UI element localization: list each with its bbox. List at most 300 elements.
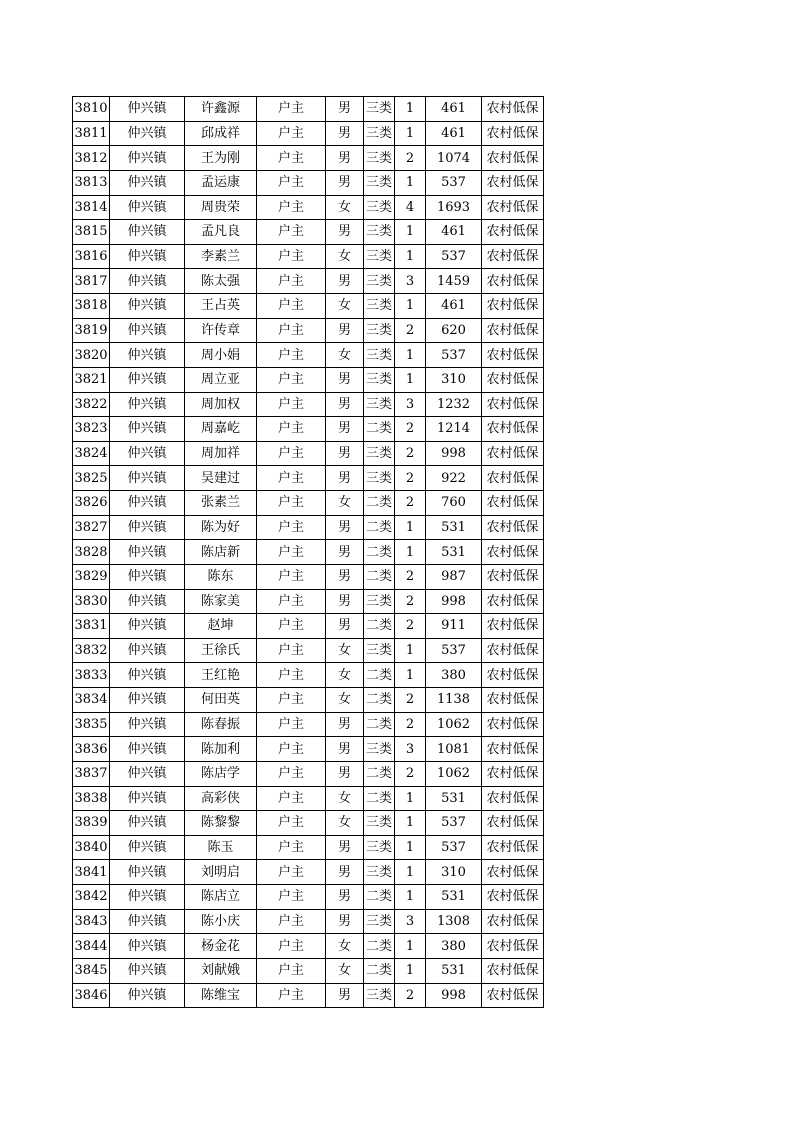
town-cell: 仲兴镇	[110, 909, 185, 934]
town-cell: 仲兴镇	[110, 195, 185, 220]
amount-cell: 310	[426, 367, 482, 392]
table-row	[73, 786, 544, 811]
amount-cell: 1074	[426, 146, 482, 171]
table-row	[73, 688, 544, 713]
category-cell: 三类	[364, 737, 395, 762]
record-number-cell: 3844	[73, 934, 110, 959]
household-size-cell: 2	[395, 761, 426, 786]
gender-cell: 女	[326, 244, 364, 269]
amount-cell: 1062	[426, 761, 482, 786]
relation-cell: 户主	[257, 909, 326, 934]
relation-cell: 户主	[257, 417, 326, 442]
program-cell: 农村低保	[482, 466, 544, 491]
relation-cell: 户主	[257, 195, 326, 220]
household-size-cell: 1	[395, 121, 426, 146]
relation-cell: 户主	[257, 97, 326, 122]
name-cell: 杨金花	[185, 934, 257, 959]
category-cell: 二类	[364, 663, 395, 688]
category-cell: 二类	[364, 491, 395, 516]
household-size-cell: 3	[395, 909, 426, 934]
name-cell: 李素兰	[185, 244, 257, 269]
town-cell: 仲兴镇	[110, 491, 185, 516]
gender-cell: 男	[326, 392, 364, 417]
category-cell: 三类	[364, 343, 395, 368]
household-size-cell: 1	[395, 663, 426, 688]
town-cell: 仲兴镇	[110, 392, 185, 417]
household-size-cell: 1	[395, 170, 426, 195]
amount-cell: 998	[426, 589, 482, 614]
roster-body	[73, 97, 544, 1008]
town-cell: 仲兴镇	[110, 97, 185, 122]
table-row	[73, 220, 544, 245]
table-row	[73, 367, 544, 392]
record-number-cell: 3822	[73, 392, 110, 417]
roster-table	[72, 96, 544, 1008]
gender-cell: 男	[326, 367, 364, 392]
program-cell: 农村低保	[482, 761, 544, 786]
record-number-cell: 3834	[73, 688, 110, 713]
name-cell: 邱成祥	[185, 121, 257, 146]
record-number-cell: 3840	[73, 835, 110, 860]
gender-cell: 男	[326, 909, 364, 934]
gender-cell: 男	[326, 983, 364, 1008]
record-number-cell: 3812	[73, 146, 110, 171]
household-size-cell: 1	[395, 958, 426, 983]
category-cell: 三类	[364, 441, 395, 466]
household-size-cell: 1	[395, 515, 426, 540]
gender-cell: 男	[326, 614, 364, 639]
amount-cell: 531	[426, 958, 482, 983]
table-row	[73, 983, 544, 1008]
relation-cell: 户主	[257, 392, 326, 417]
town-cell: 仲兴镇	[110, 146, 185, 171]
town-cell: 仲兴镇	[110, 614, 185, 639]
gender-cell: 男	[326, 466, 364, 491]
household-size-cell: 1	[395, 367, 426, 392]
name-cell: 陈店立	[185, 885, 257, 910]
table-row	[73, 909, 544, 934]
table-row	[73, 491, 544, 516]
name-cell: 陈店学	[185, 761, 257, 786]
program-cell: 农村低保	[482, 712, 544, 737]
table-row	[73, 835, 544, 860]
table-row	[73, 170, 544, 195]
category-cell: 二类	[364, 540, 395, 565]
amount-cell: 537	[426, 244, 482, 269]
town-cell: 仲兴镇	[110, 220, 185, 245]
town-cell: 仲兴镇	[110, 835, 185, 860]
name-cell: 王占英	[185, 294, 257, 319]
town-cell: 仲兴镇	[110, 786, 185, 811]
household-size-cell: 2	[395, 712, 426, 737]
household-size-cell: 2	[395, 614, 426, 639]
relation-cell: 户主	[257, 491, 326, 516]
gender-cell: 男	[326, 712, 364, 737]
amount-cell: 531	[426, 885, 482, 910]
name-cell: 周加权	[185, 392, 257, 417]
relation-cell: 户主	[257, 367, 326, 392]
gender-cell: 男	[326, 121, 364, 146]
program-cell: 农村低保	[482, 170, 544, 195]
gender-cell: 男	[326, 737, 364, 762]
record-number-cell: 3819	[73, 318, 110, 343]
table-row	[73, 146, 544, 171]
category-cell: 三类	[364, 97, 395, 122]
household-size-cell: 1	[395, 540, 426, 565]
program-cell: 农村低保	[482, 392, 544, 417]
program-cell: 农村低保	[482, 835, 544, 860]
record-number-cell: 3828	[73, 540, 110, 565]
household-size-cell: 2	[395, 491, 426, 516]
town-cell: 仲兴镇	[110, 540, 185, 565]
category-cell: 二类	[364, 515, 395, 540]
household-size-cell: 2	[395, 983, 426, 1008]
program-cell: 农村低保	[482, 638, 544, 663]
household-size-cell: 2	[395, 688, 426, 713]
category-cell: 三类	[364, 294, 395, 319]
relation-cell: 户主	[257, 614, 326, 639]
table-row	[73, 244, 544, 269]
category-cell: 二类	[364, 958, 395, 983]
table-row	[73, 663, 544, 688]
gender-cell: 男	[326, 515, 364, 540]
relation-cell: 户主	[257, 885, 326, 910]
amount-cell: 380	[426, 934, 482, 959]
amount-cell: 310	[426, 860, 482, 885]
gender-cell: 女	[326, 294, 364, 319]
table-row	[73, 860, 544, 885]
record-number-cell: 3836	[73, 737, 110, 762]
program-cell: 农村低保	[482, 146, 544, 171]
category-cell: 三类	[364, 146, 395, 171]
program-cell: 农村低保	[482, 220, 544, 245]
relation-cell: 户主	[257, 663, 326, 688]
record-number-cell: 3831	[73, 614, 110, 639]
amount-cell: 537	[426, 170, 482, 195]
relation-cell: 户主	[257, 170, 326, 195]
relation-cell: 户主	[257, 244, 326, 269]
amount-cell: 1138	[426, 688, 482, 713]
relation-cell: 户主	[257, 441, 326, 466]
table-row	[73, 515, 544, 540]
relation-cell: 户主	[257, 121, 326, 146]
program-cell: 农村低保	[482, 318, 544, 343]
gender-cell: 女	[326, 811, 364, 836]
table-row	[73, 934, 544, 959]
gender-cell: 男	[326, 269, 364, 294]
gender-cell: 男	[326, 835, 364, 860]
program-cell: 农村低保	[482, 614, 544, 639]
program-cell: 农村低保	[482, 737, 544, 762]
table-row	[73, 712, 544, 737]
relation-cell: 户主	[257, 515, 326, 540]
town-cell: 仲兴镇	[110, 515, 185, 540]
gender-cell: 男	[326, 885, 364, 910]
relation-cell: 户主	[257, 737, 326, 762]
household-size-cell: 2	[395, 146, 426, 171]
name-cell: 孟运康	[185, 170, 257, 195]
name-cell: 吴建过	[185, 466, 257, 491]
record-number-cell: 3813	[73, 170, 110, 195]
category-cell: 二类	[364, 688, 395, 713]
amount-cell: 1693	[426, 195, 482, 220]
record-number-cell: 3846	[73, 983, 110, 1008]
record-number-cell: 3827	[73, 515, 110, 540]
name-cell: 周贵荣	[185, 195, 257, 220]
town-cell: 仲兴镇	[110, 811, 185, 836]
relation-cell: 户主	[257, 835, 326, 860]
town-cell: 仲兴镇	[110, 170, 185, 195]
table-row	[73, 195, 544, 220]
table-row	[73, 958, 544, 983]
household-size-cell: 1	[395, 860, 426, 885]
record-number-cell: 3835	[73, 712, 110, 737]
gender-cell: 男	[326, 564, 364, 589]
name-cell: 刘明启	[185, 860, 257, 885]
relation-cell: 户主	[257, 638, 326, 663]
program-cell: 农村低保	[482, 491, 544, 516]
name-cell: 赵坤	[185, 614, 257, 639]
record-number-cell: 3810	[73, 97, 110, 122]
relation-cell: 户主	[257, 860, 326, 885]
table-row	[73, 121, 544, 146]
name-cell: 高彩侠	[185, 786, 257, 811]
category-cell: 三类	[364, 589, 395, 614]
household-size-cell: 1	[395, 244, 426, 269]
household-size-cell: 1	[395, 343, 426, 368]
amount-cell: 537	[426, 835, 482, 860]
relation-cell: 户主	[257, 146, 326, 171]
table-row	[73, 294, 544, 319]
category-cell: 三类	[364, 638, 395, 663]
table-row	[73, 466, 544, 491]
program-cell: 农村低保	[482, 367, 544, 392]
program-cell: 农村低保	[482, 811, 544, 836]
program-cell: 农村低保	[482, 589, 544, 614]
amount-cell: 1214	[426, 417, 482, 442]
amount-cell: 1232	[426, 392, 482, 417]
table-row	[73, 737, 544, 762]
household-size-cell: 1	[395, 638, 426, 663]
record-number-cell: 3830	[73, 589, 110, 614]
category-cell: 三类	[364, 983, 395, 1008]
gender-cell: 女	[326, 343, 364, 368]
amount-cell: 461	[426, 97, 482, 122]
name-cell: 周嘉屹	[185, 417, 257, 442]
name-cell: 王红艳	[185, 663, 257, 688]
name-cell: 何田英	[185, 688, 257, 713]
amount-cell: 998	[426, 441, 482, 466]
town-cell: 仲兴镇	[110, 638, 185, 663]
record-number-cell: 3839	[73, 811, 110, 836]
household-size-cell: 1	[395, 786, 426, 811]
record-number-cell: 3817	[73, 269, 110, 294]
gender-cell: 男	[326, 318, 364, 343]
relation-cell: 户主	[257, 688, 326, 713]
program-cell: 农村低保	[482, 441, 544, 466]
name-cell: 周加祥	[185, 441, 257, 466]
town-cell: 仲兴镇	[110, 417, 185, 442]
record-number-cell: 3843	[73, 909, 110, 934]
amount-cell: 531	[426, 540, 482, 565]
table-row	[73, 343, 544, 368]
town-cell: 仲兴镇	[110, 958, 185, 983]
town-cell: 仲兴镇	[110, 712, 185, 737]
category-cell: 二类	[364, 934, 395, 959]
record-number-cell: 3820	[73, 343, 110, 368]
table-row	[73, 811, 544, 836]
amount-cell: 620	[426, 318, 482, 343]
record-number-cell: 3826	[73, 491, 110, 516]
name-cell: 陈黎黎	[185, 811, 257, 836]
gender-cell: 男	[326, 220, 364, 245]
name-cell: 陈家美	[185, 589, 257, 614]
program-cell: 农村低保	[482, 885, 544, 910]
name-cell: 陈玉	[185, 835, 257, 860]
name-cell: 周立亚	[185, 367, 257, 392]
amount-cell: 911	[426, 614, 482, 639]
town-cell: 仲兴镇	[110, 737, 185, 762]
record-number-cell: 3825	[73, 466, 110, 491]
amount-cell: 380	[426, 663, 482, 688]
household-size-cell: 2	[395, 318, 426, 343]
household-size-cell: 1	[395, 97, 426, 122]
gender-cell: 女	[326, 195, 364, 220]
town-cell: 仲兴镇	[110, 761, 185, 786]
program-cell: 农村低保	[482, 958, 544, 983]
category-cell: 三类	[364, 220, 395, 245]
relation-cell: 户主	[257, 220, 326, 245]
gender-cell: 男	[326, 170, 364, 195]
category-cell: 二类	[364, 417, 395, 442]
household-size-cell: 3	[395, 737, 426, 762]
record-number-cell: 3824	[73, 441, 110, 466]
household-size-cell: 4	[395, 195, 426, 220]
program-cell: 农村低保	[482, 343, 544, 368]
name-cell: 许传章	[185, 318, 257, 343]
amount-cell: 461	[426, 294, 482, 319]
record-number-cell: 3837	[73, 761, 110, 786]
table-row	[73, 269, 544, 294]
record-number-cell: 3815	[73, 220, 110, 245]
gender-cell: 女	[326, 663, 364, 688]
town-cell: 仲兴镇	[110, 343, 185, 368]
relation-cell: 户主	[257, 786, 326, 811]
name-cell: 许鑫源	[185, 97, 257, 122]
category-cell: 二类	[364, 712, 395, 737]
program-cell: 农村低保	[482, 663, 544, 688]
household-size-cell: 3	[395, 392, 426, 417]
amount-cell: 1459	[426, 269, 482, 294]
name-cell: 陈为好	[185, 515, 257, 540]
category-cell: 二类	[364, 761, 395, 786]
name-cell: 周小娟	[185, 343, 257, 368]
gender-cell: 女	[326, 934, 364, 959]
town-cell: 仲兴镇	[110, 367, 185, 392]
record-number-cell: 3842	[73, 885, 110, 910]
town-cell: 仲兴镇	[110, 934, 185, 959]
gender-cell: 男	[326, 589, 364, 614]
record-number-cell: 3816	[73, 244, 110, 269]
household-size-cell: 2	[395, 466, 426, 491]
relation-cell: 户主	[257, 343, 326, 368]
program-cell: 农村低保	[482, 294, 544, 319]
program-cell: 农村低保	[482, 417, 544, 442]
relation-cell: 户主	[257, 983, 326, 1008]
category-cell: 三类	[364, 811, 395, 836]
gender-cell: 男	[326, 860, 364, 885]
category-cell: 三类	[364, 466, 395, 491]
table-row	[73, 318, 544, 343]
relation-cell: 户主	[257, 294, 326, 319]
gender-cell: 男	[326, 97, 364, 122]
table-row	[73, 614, 544, 639]
household-size-cell: 1	[395, 835, 426, 860]
name-cell: 陈太强	[185, 269, 257, 294]
amount-cell: 461	[426, 220, 482, 245]
household-size-cell: 1	[395, 220, 426, 245]
category-cell: 三类	[364, 835, 395, 860]
relation-cell: 户主	[257, 564, 326, 589]
program-cell: 农村低保	[482, 688, 544, 713]
table-row	[73, 97, 544, 122]
gender-cell: 男	[326, 146, 364, 171]
program-cell: 农村低保	[482, 786, 544, 811]
table-row	[73, 417, 544, 442]
relation-cell: 户主	[257, 958, 326, 983]
amount-cell: 531	[426, 786, 482, 811]
household-size-cell: 1	[395, 934, 426, 959]
town-cell: 仲兴镇	[110, 294, 185, 319]
gender-cell: 男	[326, 540, 364, 565]
name-cell: 陈东	[185, 564, 257, 589]
program-cell: 农村低保	[482, 909, 544, 934]
amount-cell: 461	[426, 121, 482, 146]
amount-cell: 760	[426, 491, 482, 516]
household-size-cell: 1	[395, 885, 426, 910]
amount-cell: 531	[426, 515, 482, 540]
name-cell: 陈维宝	[185, 983, 257, 1008]
name-cell: 陈店新	[185, 540, 257, 565]
household-size-cell: 1	[395, 294, 426, 319]
relation-cell: 户主	[257, 811, 326, 836]
record-number-cell: 3838	[73, 786, 110, 811]
program-cell: 农村低保	[482, 195, 544, 220]
record-number-cell: 3833	[73, 663, 110, 688]
program-cell: 农村低保	[482, 564, 544, 589]
amount-cell: 537	[426, 811, 482, 836]
category-cell: 二类	[364, 564, 395, 589]
name-cell: 陈加利	[185, 737, 257, 762]
program-cell: 农村低保	[482, 934, 544, 959]
name-cell: 王徐氏	[185, 638, 257, 663]
household-size-cell: 2	[395, 417, 426, 442]
category-cell: 二类	[364, 885, 395, 910]
gender-cell: 女	[326, 638, 364, 663]
household-size-cell: 2	[395, 564, 426, 589]
town-cell: 仲兴镇	[110, 269, 185, 294]
relation-cell: 户主	[257, 712, 326, 737]
relation-cell: 户主	[257, 466, 326, 491]
household-size-cell: 1	[395, 811, 426, 836]
program-cell: 农村低保	[482, 983, 544, 1008]
town-cell: 仲兴镇	[110, 589, 185, 614]
relation-cell: 户主	[257, 934, 326, 959]
amount-cell: 1062	[426, 712, 482, 737]
category-cell: 三类	[364, 318, 395, 343]
town-cell: 仲兴镇	[110, 441, 185, 466]
category-cell: 三类	[364, 392, 395, 417]
